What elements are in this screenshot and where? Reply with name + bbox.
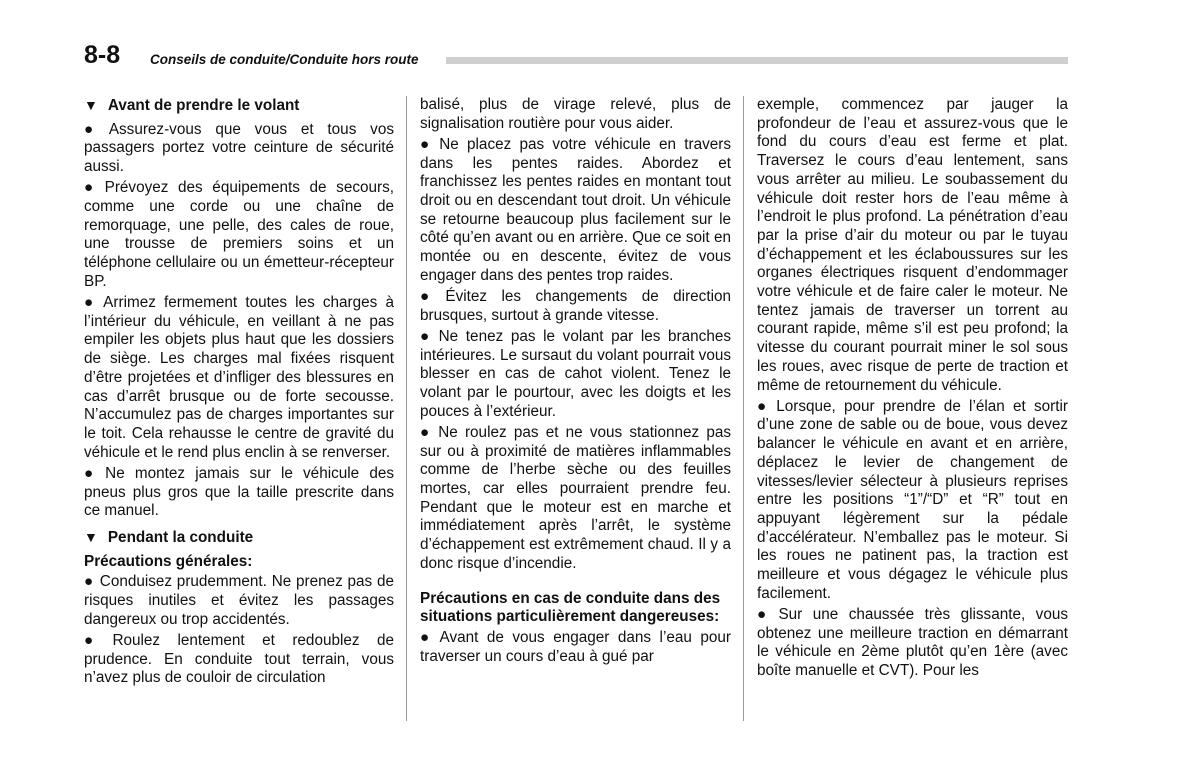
section-heading: ▼ Pendant la conduite: [84, 528, 254, 546]
column-3: [757, 96, 1068, 683]
bullet-paragraph: ● Ne montez jamais sur le véhicule des pneus plus gros que la taille prescrite dans ce manuel.: [84, 464, 394, 520]
subheading: Précautions générales:: [84, 552, 253, 570]
paragraph: balisé, plus de virage relevé, plus de signalisation routière pour vous aider.: [420, 96, 731, 132]
bullet-icon: ●: [420, 628, 434, 646]
bullet-paragraph: ● Ne tenez pas le volant par les branches intérieures. Le sursaut du volant pourrait vous blesser en cas de cahot violent. Tenez le volant par le pourtour, avec les doigts et les pouces à l’extérieur.: [420, 327, 731, 420]
bullet-icon: ●: [84, 464, 100, 482]
bullet-paragraph: ● Évitez les changements de direction brusques, surtout à grande vitesse.: [420, 288, 731, 324]
column-2: [420, 96, 731, 669]
section-heading: ▼ Avant de prendre le volant: [84, 97, 300, 114]
column-1: [84, 96, 394, 691]
column-divider: [743, 96, 744, 721]
running-title: Conseils de conduite/Conduite hors route: [150, 52, 419, 67]
column-divider: [406, 96, 407, 721]
header-rule: [446, 57, 1068, 64]
bullet-paragraph: ● Lorsque, pour prendre de l’élan et sortir d’une zone de sable ou de boue, vous devez balancer le véhicule en avant et en arrière, déplacez le levier de changement de vitesses/levier sélecteur à plusieurs reprises entre les positions “1”/“D” et “R” tout en appuyant légèrement sur la pédale d’accélérateur. N’emballez pas le moteur. Si les roues ne patinent pas, la traction est meilleure et vous dégagez le véhicule plus facilement.: [757, 397, 1068, 602]
triangle-icon: ▼: [84, 97, 98, 113]
bullet-paragraph: ● Roulez lentement et redoublez de prudence. En conduite tout terrain, vous n’avez plus de couloir de circulation: [84, 631, 394, 687]
bullet-paragraph: ● Assurez-vous que vous et tous vos passagers portez votre ceinture de sécurité aussi.: [84, 120, 394, 176]
bullet-paragraph: ● Avant de vous engager dans l’eau pour traverser un cours d’eau à gué par: [420, 628, 731, 665]
bullet-paragraph: ● Ne roulez pas et ne vous stationnez pas sur ou à proximité de matières inflammables comme de l’herbe sèche ou des feuilles mortes, car elles pourraient prendre feu. Pendant que le moteur est en marche et immédiatement après l’arrêt, le système d’échappement est extrêmement chaud. Il y a donc risque d’incendie.: [420, 423, 731, 572]
paragraph: exemple, commencez par jauger la profondeur de l’eau et assurez-vous que le fond du cours d’eau est ferme et plat. Traversez le cours d’eau lentement, sans vous arrêter au milieu. Le soubassement du véhicule doit rester hors de l’eau même à l’endroit le plus profond. La pénétration d’eau par la prise d’air du moteur ou par le tuyau d’échappement et les éclaboussures sur les organes électriques risquent d’endommager votre véhicule et de faire caler le moteur. Ne tentez jamais de traverser un torrent au courant rapide, même s’il est peu profond; la vitesse du courant pourrait miner le sol sous les roues, avec risque de perte de traction et même de retournement du véhicule.: [757, 96, 1068, 394]
bullet-icon: ●: [420, 288, 440, 306]
bullet-icon: ●: [84, 631, 107, 649]
bullet-paragraph: ● Ne placez pas votre véhicule en travers dans les pentes raides. Abordez et franchissez les pentes raides en montant tout droit ou en descendant tout droit. Un véhicule se retourne beaucoup plus facilement sur le côté qu’en avant ou en arrière. Que ce soit en montée ou en descente, évitez de vous engager dans des pentes trop raides.: [420, 135, 731, 284]
subheading: Précautions en cas de conduite dans des situations particulièrement dangereuses:: [420, 589, 721, 626]
triangle-icon: ▼: [84, 528, 98, 545]
bullet-icon: ●: [84, 294, 98, 312]
bullet-paragraph: ● Prévoyez des équipements de secours, comme une corde ou une chaîne de remorquage, une pelle, des cales de roue, une trousse de premiers soins et un téléphone cellulaire ou un émetteur-récepteur BP.: [84, 179, 394, 290]
bullet-icon: ●: [84, 573, 94, 591]
bullet-paragraph: ● Sur une chaussée très glissante, vous obtenez une meilleure traction en démarrant le véhicule en 2ème plutôt qu’en 1ère (avec boîte manuelle et CVT). Pour les: [757, 605, 1068, 680]
bullet-paragraph: ● Conduisez prudemment. Ne prenez pas de risques inutiles et évitez les passages dangereux ou trop accidentés.: [84, 573, 394, 628]
bullet-icon: ●: [420, 327, 433, 345]
page-number: 8-8: [84, 41, 121, 69]
bullet-icon: ●: [757, 605, 773, 623]
bullet-icon: ●: [757, 397, 771, 415]
bullet-paragraph: ● Arrimez fermement toutes les charges à l’intérieur du véhicule, en veillant à ne pas empiler les objets plus haut que les dossiers de siège. Les charges mal fixées risquent d’être projetées et d’infliger des blessures en cas d’arrêt brusque ou de forte secousse. N’accumulez pas de charges importantes sur le toit. Cela rehausse le centre de gravité du véhicule et le rend plus enclin à se renverser.: [84, 294, 394, 461]
bullet-icon: ●: [420, 423, 433, 441]
bullet-icon: ●: [84, 120, 103, 138]
page-header: [0, 0, 1200, 75]
bullet-icon: ●: [84, 179, 99, 197]
bullet-icon: ●: [420, 135, 434, 153]
